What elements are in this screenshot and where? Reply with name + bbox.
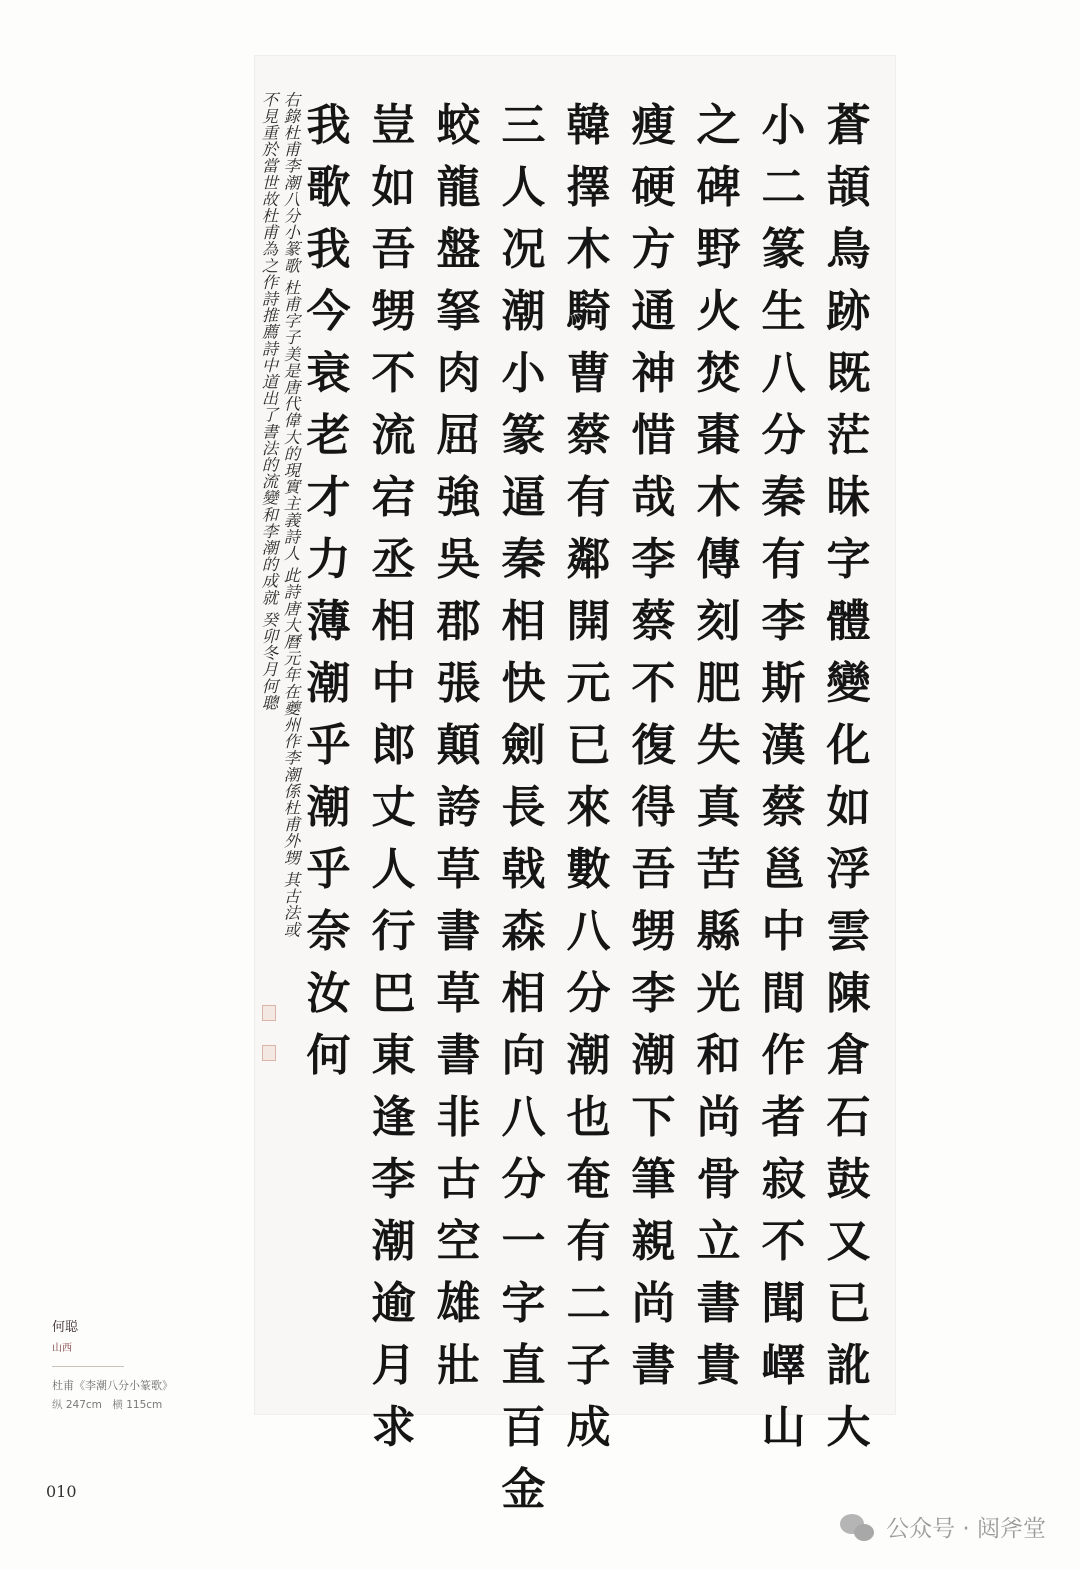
calligraphy-character: 肥 xyxy=(696,658,741,709)
calligraphy-character: 壯 xyxy=(436,1340,481,1391)
calligraphy-character: 乎 xyxy=(306,720,351,771)
page-number: 010 xyxy=(46,1482,77,1501)
calligraphy-character: 歌 xyxy=(306,162,351,213)
calligraphy-character: 聞 xyxy=(761,1278,806,1329)
calligraphy-character: 汝 xyxy=(306,968,351,1019)
calligraphy-character: 大 xyxy=(826,1402,871,1453)
calligraphy-character: 張 xyxy=(436,658,481,709)
artwork-title: 杜甫《李潮八分小篆歌》 xyxy=(52,1379,173,1392)
calligraphy-character: 拏 xyxy=(436,286,481,337)
calligraphy-character: 雲 xyxy=(826,906,871,957)
artist-name: 何聪 xyxy=(52,1320,79,1335)
calligraphy-column xyxy=(299,95,358,1521)
calligraphy-character: 失 xyxy=(696,720,741,771)
caption-divider xyxy=(52,1366,124,1367)
calligraphy-character: 已 xyxy=(826,1278,871,1329)
calligraphy-character: 郡 xyxy=(436,596,481,647)
calligraphy-character: 不 xyxy=(371,348,416,399)
calligraphy-character: 甥 xyxy=(371,286,416,337)
calligraphy-character: 陳 xyxy=(826,968,871,1019)
calligraphy-character: 李 xyxy=(371,1154,416,1205)
calligraphy-character: 衰 xyxy=(306,348,351,399)
calligraphy-character: 之 xyxy=(696,100,741,151)
calligraphy-character: 有 xyxy=(761,534,806,585)
calligraphy-character: 空 xyxy=(436,1216,481,1267)
calligraphy-character: 郎 xyxy=(371,720,416,771)
calligraphy-column xyxy=(364,95,423,1521)
calligraphy-column xyxy=(819,95,878,1521)
calligraphy-character: 乎 xyxy=(306,844,351,895)
calligraphy-character: 嶧 xyxy=(761,1340,806,1391)
calligraphy-character: 相 xyxy=(501,596,546,647)
calligraphy-character: 秦 xyxy=(761,472,806,523)
calligraphy-character: 書 xyxy=(436,906,481,957)
calligraphy-character: 開 xyxy=(566,596,611,647)
seal-stamp xyxy=(262,1045,276,1061)
calligraphy-character: 李 xyxy=(631,534,676,585)
calligraphy-character: 况 xyxy=(501,224,546,275)
calligraphy-character: 筆 xyxy=(631,1154,676,1205)
calligraphy-character: 吳 xyxy=(436,534,481,585)
calligraphy-character: 字 xyxy=(501,1278,546,1329)
calligraphy-character: 木 xyxy=(696,472,741,523)
calligraphy-character: 李 xyxy=(761,596,806,647)
calligraphy-character: 蔡 xyxy=(761,782,806,833)
calligraphy-column xyxy=(429,95,488,1521)
calligraphy-character: 逢 xyxy=(371,1092,416,1143)
calligraphy-character: 書 xyxy=(436,1030,481,1081)
calligraphy-character: 貴 xyxy=(696,1340,741,1391)
calligraphy-character: 古 xyxy=(436,1154,481,1205)
calligraphy-character: 我 xyxy=(306,224,351,275)
calligraphy-character: 擇 xyxy=(566,162,611,213)
calligraphy-character: 苦 xyxy=(696,844,741,895)
calligraphy-character: 小 xyxy=(761,100,806,151)
calligraphy-character: 間 xyxy=(761,968,806,1019)
calligraphy-character: 老 xyxy=(306,410,351,461)
seal-stamp xyxy=(262,1005,276,1021)
calligraphy-character: 非 xyxy=(436,1092,481,1143)
calligraphy-character: 骨 xyxy=(696,1154,741,1205)
calligraphy-character: 數 xyxy=(566,844,611,895)
calligraphy-character: 斯 xyxy=(761,658,806,709)
calligraphy-character: 木 xyxy=(566,224,611,275)
calligraphy-character: 流 xyxy=(371,410,416,461)
calligraphy-character: 潮 xyxy=(306,658,351,709)
calligraphy-character: 鼓 xyxy=(826,1154,871,1205)
calligraphy-character: 三 xyxy=(501,100,546,151)
calligraphy-character: 盤 xyxy=(436,224,481,275)
calligraphy-character: 真 xyxy=(696,782,741,833)
calligraphy-character: 篆 xyxy=(761,224,806,275)
calligraphy-character: 強 xyxy=(436,472,481,523)
calligraphy-character: 硬 xyxy=(631,162,676,213)
calligraphy-character: 才 xyxy=(306,472,351,523)
calligraphy-character: 誇 xyxy=(436,782,481,833)
calligraphy-character: 立 xyxy=(696,1216,741,1267)
calligraphy-character: 有 xyxy=(566,1216,611,1267)
calligraphy-character: 作 xyxy=(761,1030,806,1081)
calligraphy-character: 棗 xyxy=(696,410,741,461)
calligraphy-character: 肉 xyxy=(436,348,481,399)
calligraphy-character: 人 xyxy=(371,844,416,895)
calligraphy-character: 書 xyxy=(696,1278,741,1329)
calligraphy-column xyxy=(494,95,553,1521)
calligraphy-character: 月 xyxy=(371,1340,416,1391)
calligraphy-character: 碑 xyxy=(696,162,741,213)
calligraphy-character: 劍 xyxy=(501,720,546,771)
calligraphy-character: 東 xyxy=(371,1030,416,1081)
calligraphy-character: 焚 xyxy=(696,348,741,399)
calligraphy-character: 行 xyxy=(371,906,416,957)
calligraphy-columns xyxy=(299,95,878,1521)
calligraphy-character: 今 xyxy=(306,286,351,337)
calligraphy-character: 吾 xyxy=(371,224,416,275)
calligraphy-character: 尚 xyxy=(696,1092,741,1143)
calligraphy-character: 丞 xyxy=(371,534,416,585)
calligraphy-character: 漢 xyxy=(761,720,806,771)
calligraphy-character: 如 xyxy=(371,162,416,213)
calligraphy-character: 薄 xyxy=(306,596,351,647)
calligraphy-character: 光 xyxy=(696,968,741,1019)
calligraphy-character: 不 xyxy=(631,658,676,709)
calligraphy-character: 頡 xyxy=(826,162,871,213)
artwork-caption xyxy=(52,1316,232,1412)
calligraphy-character: 縣 xyxy=(696,906,741,957)
calligraphy-character: 和 xyxy=(696,1030,741,1081)
calligraphy-artwork xyxy=(254,55,896,1515)
calligraphy-character: 草 xyxy=(436,968,481,1019)
calligraphy-character: 山 xyxy=(761,1402,806,1453)
calligraphy-character: 尚 xyxy=(631,1278,676,1329)
calligraphy-character: 有 xyxy=(566,472,611,523)
calligraphy-column xyxy=(689,95,748,1521)
calligraphy-character: 巴 xyxy=(371,968,416,1019)
calligraphy-character: 八 xyxy=(761,348,806,399)
calligraphy-column xyxy=(754,95,813,1521)
calligraphy-character: 瘦 xyxy=(631,100,676,151)
calligraphy-character: 訛 xyxy=(826,1340,871,1391)
calligraphy-character: 下 xyxy=(631,1092,676,1143)
artwork-dimensions: 纵 247cm 横 115cm xyxy=(52,1399,163,1411)
calligraphy-character: 韓 xyxy=(566,100,611,151)
calligraphy-character: 分 xyxy=(761,410,806,461)
calligraphy-character: 我 xyxy=(306,100,351,151)
calligraphy-character: 方 xyxy=(631,224,676,275)
calligraphy-character: 甥 xyxy=(631,906,676,957)
calligraphy-character: 森 xyxy=(501,906,546,957)
calligraphy-character: 丈 xyxy=(371,782,416,833)
calligraphy-character: 小 xyxy=(501,348,546,399)
calligraphy-character: 得 xyxy=(631,782,676,833)
calligraphy-character: 人 xyxy=(501,162,546,213)
calligraphy-character: 如 xyxy=(826,782,871,833)
calligraphy-character: 蛟 xyxy=(436,100,481,151)
calligraphy-character: 騎 xyxy=(566,286,611,337)
calligraphy-character: 屈 xyxy=(436,410,481,461)
calligraphy-character: 蒼 xyxy=(826,100,871,151)
calligraphy-character: 神 xyxy=(631,348,676,399)
calligraphy-character: 生 xyxy=(761,286,806,337)
calligraphy-character: 秦 xyxy=(501,534,546,585)
calligraphy-character: 龍 xyxy=(436,162,481,213)
calligraphy-character: 戟 xyxy=(501,844,546,895)
calligraphy-character: 相 xyxy=(501,968,546,1019)
calligraphy-character: 李 xyxy=(631,968,676,1019)
calligraphy-character: 雄 xyxy=(436,1278,481,1329)
calligraphy-column xyxy=(559,95,618,1521)
inscription xyxy=(258,91,300,938)
calligraphy-character: 變 xyxy=(826,658,871,709)
calligraphy-character: 豈 xyxy=(371,100,416,151)
calligraphy-character: 化 xyxy=(826,720,871,771)
calligraphy-character: 何 xyxy=(306,1030,351,1081)
calligraphy-character: 潮 xyxy=(371,1216,416,1267)
calligraphy-character: 通 xyxy=(631,286,676,337)
calligraphy-character: 已 xyxy=(566,720,611,771)
calligraphy-character: 石 xyxy=(826,1092,871,1143)
calligraphy-character: 潮 xyxy=(566,1030,611,1081)
calligraphy-character: 來 xyxy=(566,782,611,833)
calligraphy-character: 野 xyxy=(696,224,741,275)
calligraphy-character: 又 xyxy=(826,1216,871,1267)
calligraphy-character: 八 xyxy=(501,1092,546,1143)
calligraphy-character: 元 xyxy=(566,658,611,709)
inscription-column: 不見重於當世故杜甫為之作詩推薦詩中道出了書法的流變和李潮的成就 癸卯冬月何聰 xyxy=(259,91,278,711)
artist-region: 山西 xyxy=(52,1343,72,1354)
calligraphy-character: 潮 xyxy=(631,1030,676,1081)
calligraphy-character: 成 xyxy=(566,1402,611,1453)
calligraphy-character: 鳥 xyxy=(826,224,871,275)
calligraphy-character: 奄 xyxy=(566,1154,611,1205)
calligraphy-character: 寂 xyxy=(761,1154,806,1205)
calligraphy-character: 火 xyxy=(696,286,741,337)
watermark-text: 公众号 · 闼斧堂 xyxy=(886,1516,1046,1542)
calligraphy-character: 長 xyxy=(501,782,546,833)
calligraphy-character: 也 xyxy=(566,1092,611,1143)
calligraphy-character: 傳 xyxy=(696,534,741,585)
calligraphy-character: 蔡 xyxy=(566,410,611,461)
calligraphy-character: 逼 xyxy=(501,472,546,523)
calligraphy-character: 昧 xyxy=(826,472,871,523)
calligraphy-character: 吾 xyxy=(631,844,676,895)
calligraphy-column xyxy=(624,95,683,1521)
calligraphy-character: 既 xyxy=(826,348,871,399)
calligraphy-character: 分 xyxy=(566,968,611,1019)
calligraphy-character: 二 xyxy=(566,1278,611,1329)
calligraphy-character: 力 xyxy=(306,534,351,585)
calligraphy-character: 書 xyxy=(631,1340,676,1391)
calligraphy-character: 中 xyxy=(371,658,416,709)
calligraphy-character: 逾 xyxy=(371,1278,416,1329)
calligraphy-character: 金 xyxy=(501,1464,546,1515)
calligraphy-character: 浮 xyxy=(826,844,871,895)
calligraphy-character: 復 xyxy=(631,720,676,771)
calligraphy-character: 草 xyxy=(436,844,481,895)
calligraphy-character: 跡 xyxy=(826,286,871,337)
calligraphy-character: 哉 xyxy=(631,472,676,523)
calligraphy-character: 惜 xyxy=(631,410,676,461)
calligraphy-character: 潮 xyxy=(501,286,546,337)
calligraphy-character: 邕 xyxy=(761,844,806,895)
calligraphy-character: 鄰 xyxy=(566,534,611,585)
calligraphy-character: 刻 xyxy=(696,596,741,647)
calligraphy-character: 二 xyxy=(761,162,806,213)
calligraphy-character: 求 xyxy=(371,1402,416,1453)
calligraphy-character: 向 xyxy=(501,1030,546,1081)
calligraphy-character: 百 xyxy=(501,1402,546,1453)
calligraphy-character: 倉 xyxy=(826,1030,871,1081)
calligraphy-character: 蔡 xyxy=(631,596,676,647)
wechat-icon xyxy=(840,1512,876,1542)
calligraphy-character: 中 xyxy=(761,906,806,957)
calligraphy-character: 直 xyxy=(501,1340,546,1391)
calligraphy-character: 一 xyxy=(501,1216,546,1267)
watermark xyxy=(840,1510,1046,1543)
calligraphy-character: 宕 xyxy=(371,472,416,523)
inscription-column: 右錄杜甫李潮八分小篆歌 杜甫字子美是唐代偉大的現實主義詩人 此詩唐大曆元年在夔州作李潮係杜甫外甥 其古法或 xyxy=(281,91,300,938)
calligraphy-character: 不 xyxy=(761,1216,806,1267)
calligraphy-character: 親 xyxy=(631,1216,676,1267)
calligraphy-character: 體 xyxy=(826,596,871,647)
calligraphy-character: 子 xyxy=(566,1340,611,1391)
calligraphy-character: 顛 xyxy=(436,720,481,771)
calligraphy-character: 篆 xyxy=(501,410,546,461)
calligraphy-character: 茫 xyxy=(826,410,871,461)
calligraphy-character: 者 xyxy=(761,1092,806,1143)
calligraphy-character: 八 xyxy=(566,906,611,957)
calligraphy-character: 相 xyxy=(371,596,416,647)
calligraphy-character: 奈 xyxy=(306,906,351,957)
calligraphy-character: 潮 xyxy=(306,782,351,833)
calligraphy-character: 分 xyxy=(501,1154,546,1205)
calligraphy-character: 快 xyxy=(501,658,546,709)
calligraphy-character: 字 xyxy=(826,534,871,585)
calligraphy-character: 曹 xyxy=(566,348,611,399)
